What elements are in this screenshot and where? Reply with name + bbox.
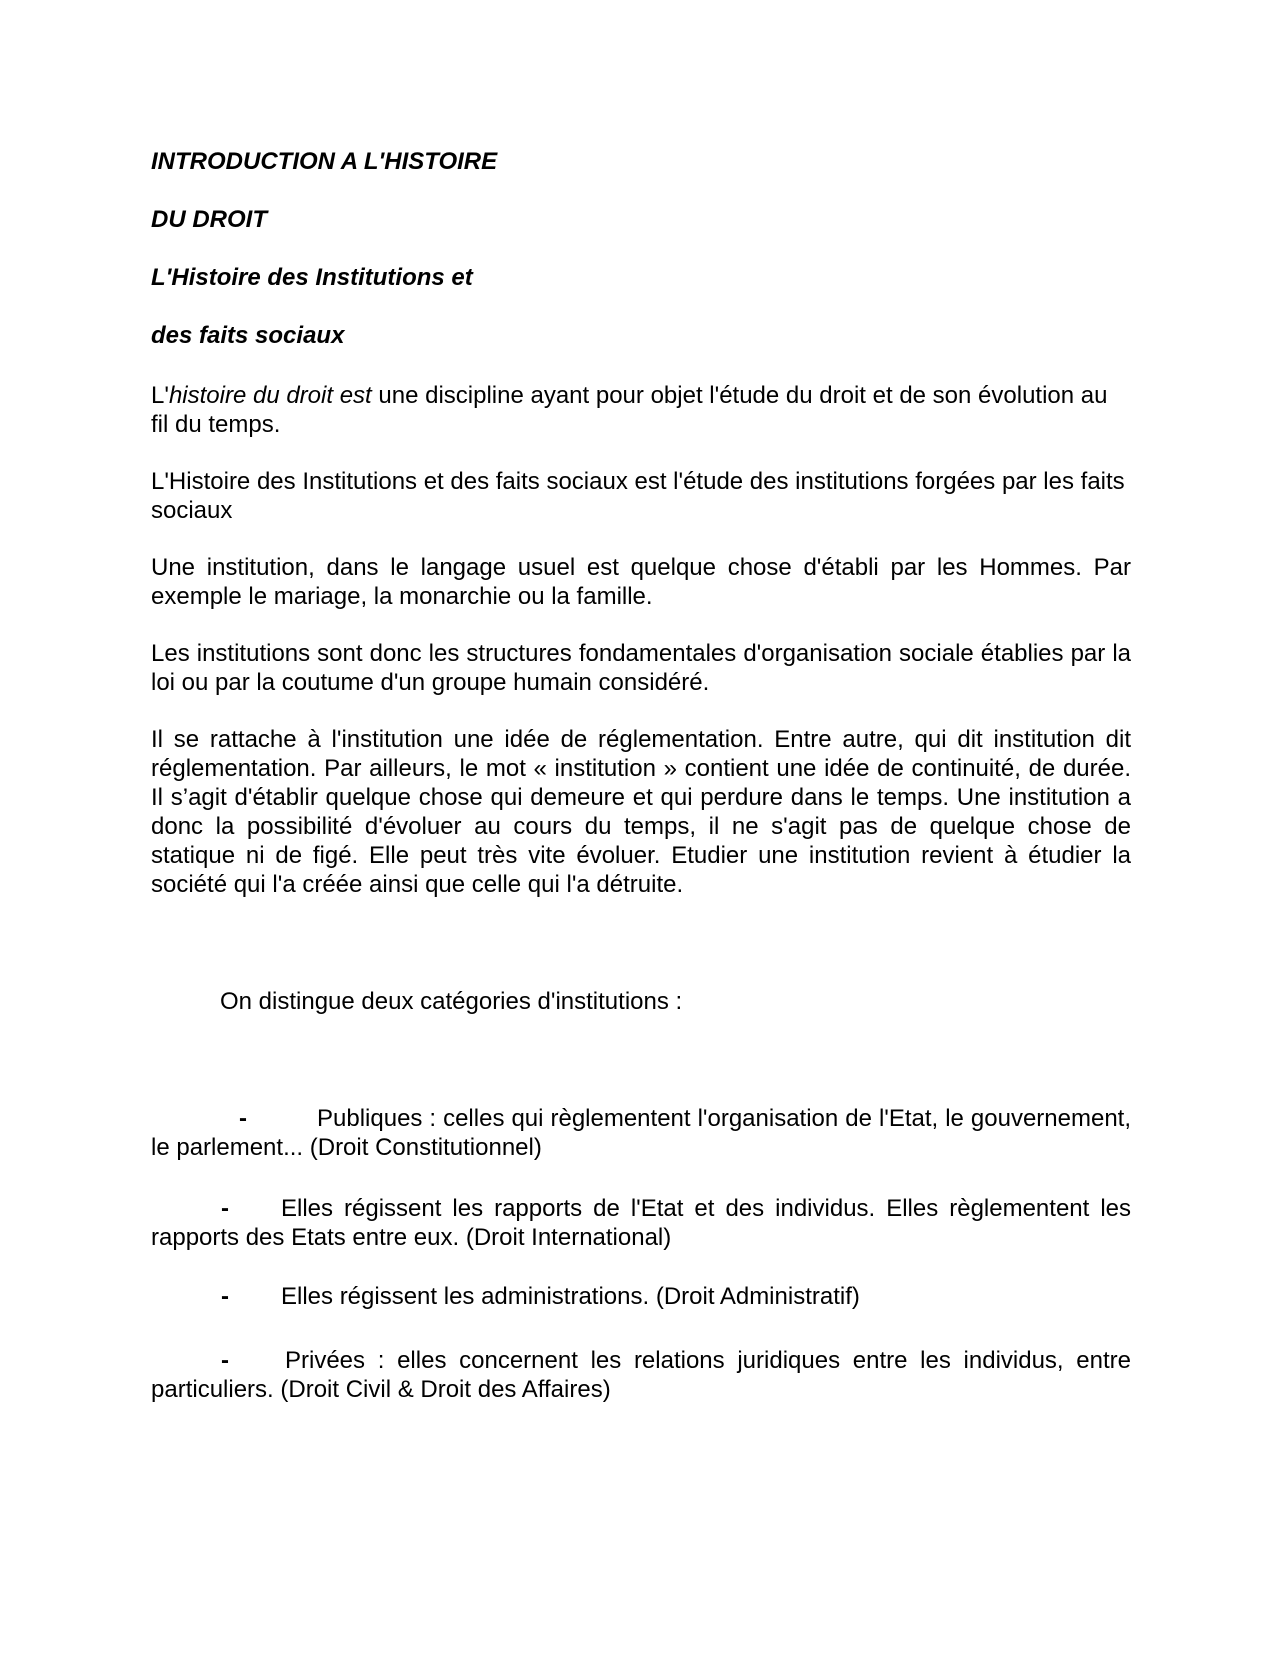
list-item xyxy=(151,1104,1131,1162)
bullet-dash: - xyxy=(221,1347,229,1374)
bullet-dash: - xyxy=(221,1283,229,1310)
list-item-text: Publiques : celles qui règlementent l'organisation de l'Etat, le gouvernement, le parlement... (Droit Constitutionnel) xyxy=(151,1105,1131,1161)
list-item xyxy=(151,1346,1131,1404)
intro-paragraph xyxy=(151,381,1131,439)
paragraph-institution-structures: Les institutions sont donc les structures fondamentales d'organisation sociale établies par la loi ou par la coutume d'un groupe humain considéré. xyxy=(151,640,1131,696)
list-item-text: Privées : elles concernent les relations juridiques entre les individus, entre particuliers. (Droit Civil & Droit des Affaires) xyxy=(151,1347,1131,1403)
paragraph-reglementation: Il se rattache à l'institution une idée de réglementation. Entre autre, qui dit institution dit réglementation. Par ailleurs, le mot « institution » contient une idée de continuité, de durée. Il s’agit d'établir quelque chose qui demeure et qui perdure dans le temps. Une institution a donc la possibilité d'évoluer au cours du temps, il ne s'agit pas de quelque chose de statique ni de figé. Elle peut très vite évoluer. Etudier une institution revient à étudier la société qui l'a créée ainsi que celle qui l'a détruite. xyxy=(151,726,1131,898)
subtitle-line-2: des faits sociaux xyxy=(151,322,345,349)
paragraph-definition: L'Histoire des Institutions et des faits sociaux est l'étude des institutions forgées par les faits sociaux xyxy=(151,468,1125,524)
bullet-dash: - xyxy=(221,1195,229,1222)
bullet-dash: - xyxy=(239,1105,247,1132)
intro-prefix: L' xyxy=(151,382,169,409)
subtitle-line-1: L'Histoire des Institutions et xyxy=(151,264,473,291)
intro-rest: une discipline ayant pour objet l'étude du droit et de son évolution au fil du temps. xyxy=(151,382,1108,438)
categories-intro: On distingue deux catégories d'institutions : xyxy=(220,988,683,1015)
list-item-text: Elles régissent les rapports de l'Etat et des individus. Elles règlementent les rapports des Etats entre eux. (Droit International) xyxy=(151,1195,1131,1251)
paragraph-institution-usual: Une institution, dans le langage usuel est quelque chose d'établi par les Hommes. Par exemple le mariage, la monarchie ou la famille. xyxy=(151,554,1131,610)
list-item-text: Elles régissent les administrations. (Droit Administratif) xyxy=(281,1283,860,1310)
title-line-1: INTRODUCTION A L'HISTOIRE xyxy=(151,148,498,175)
list-item xyxy=(151,1194,1131,1252)
list-item xyxy=(151,1282,1131,1311)
intro-italic-term: histoire du droit est xyxy=(168,382,372,409)
title-line-2: DU DROIT xyxy=(151,206,267,233)
